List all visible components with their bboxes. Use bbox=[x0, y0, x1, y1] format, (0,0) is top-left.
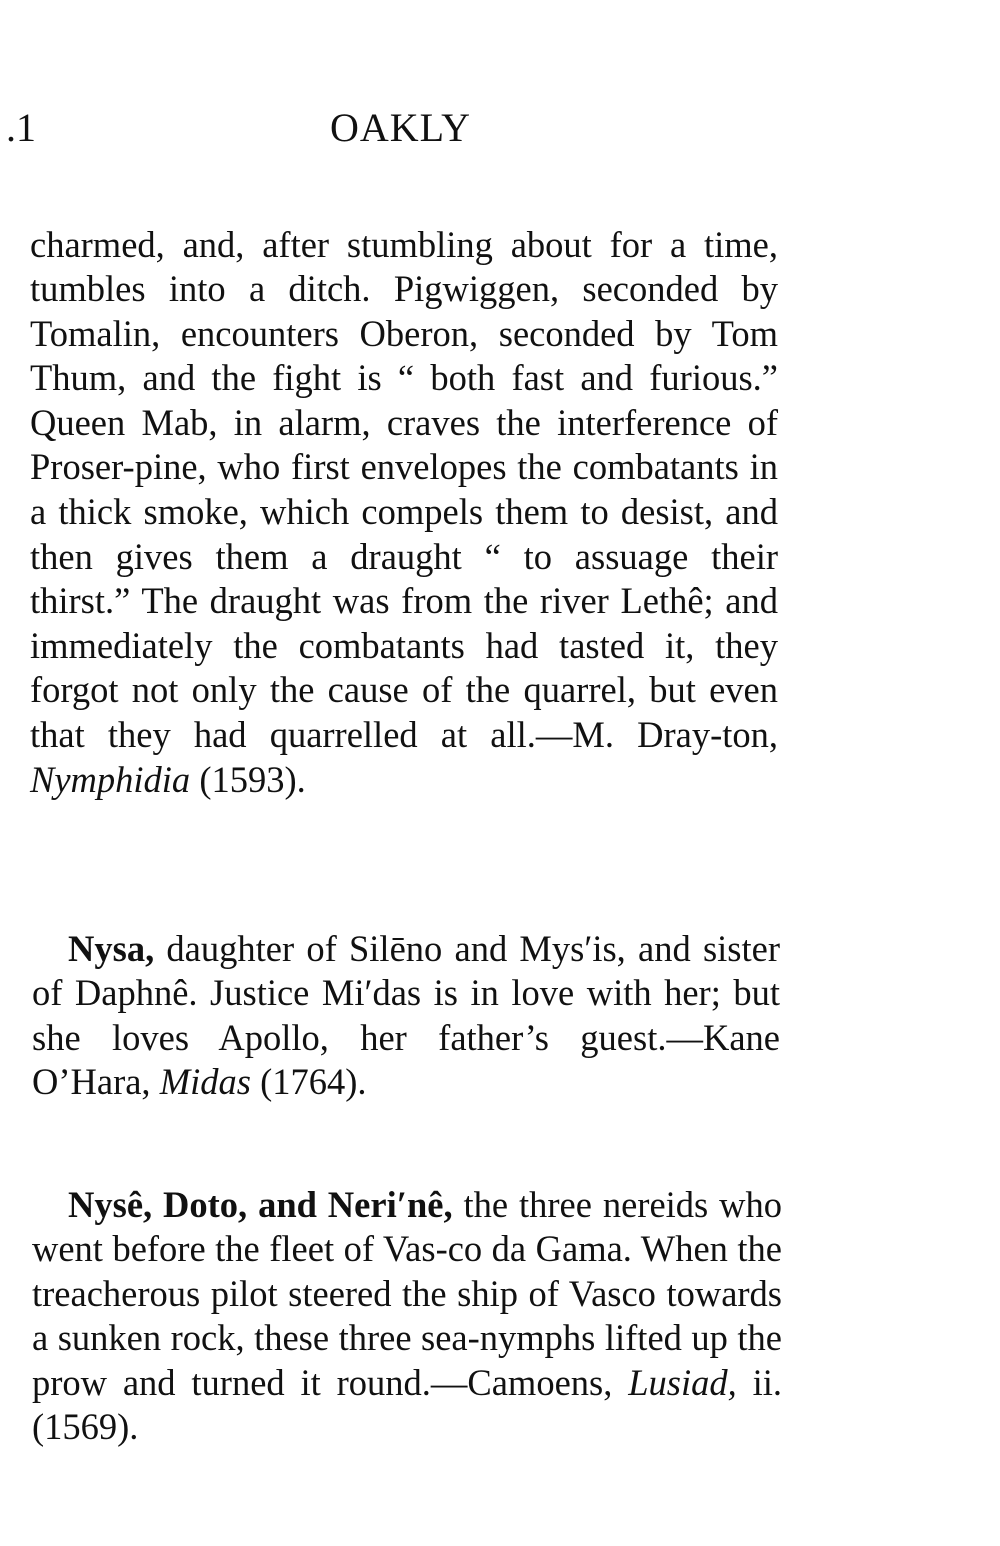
page-header bbox=[0, 100, 1000, 160]
headword: Nysa, bbox=[68, 927, 155, 969]
entry-date: ii. (1569). bbox=[32, 1361, 782, 1448]
entry-continuation bbox=[30, 223, 778, 803]
entry-text: charmed, and, after stumbling about for a time, tumbles into a ditch. Pigwiggen, seconded by Tomalin, encounters Oberon, seconded by Tom Thum, and the fight is “ both fast and furious.” Queen Mab, in alarm, craves the interference of Proser-pine, who first envelopes the combatants in a thick smoke, which compels them to desist, and then gives them a draught “ to assuage their thirst.” The draught was from the river Lethê; and immediately the combatants had tasted it, they forgot not only the cause of the quarrel, but even that they had quarrelled at all.—M. Dray-ton, bbox=[30, 223, 778, 756]
running-head: OAKLY bbox=[330, 105, 471, 150]
page-number: .1 bbox=[6, 105, 36, 150]
entry-text: the three nereids who went before the fleet of Vas-co da Gama. When the treacherous pilot steered the ship of Vasco towards a sunken rock, these three sea-nymphs lifted up the prow and turned it round.—Camoens, bbox=[32, 1183, 782, 1403]
work-title: Nymphidia bbox=[30, 758, 191, 800]
entry-date: (1764). bbox=[250, 1061, 367, 1103]
entry-text: daughter of Silēno and Mys′is, and sister of Daphnê. Justice Mi′das is in love with her; but she loves Apollo, her father’s guest.—Kane O’Hara, bbox=[32, 927, 780, 1103]
headword: Nysê, Doto, and Neri′nê, bbox=[68, 1183, 453, 1225]
entry-nysa bbox=[32, 927, 780, 1105]
entry-date: (1593). bbox=[190, 758, 306, 800]
work-title: Lusiad, bbox=[628, 1361, 737, 1403]
work-title: Midas bbox=[159, 1061, 251, 1103]
entry-nyse-doto-nerine bbox=[32, 1183, 782, 1451]
